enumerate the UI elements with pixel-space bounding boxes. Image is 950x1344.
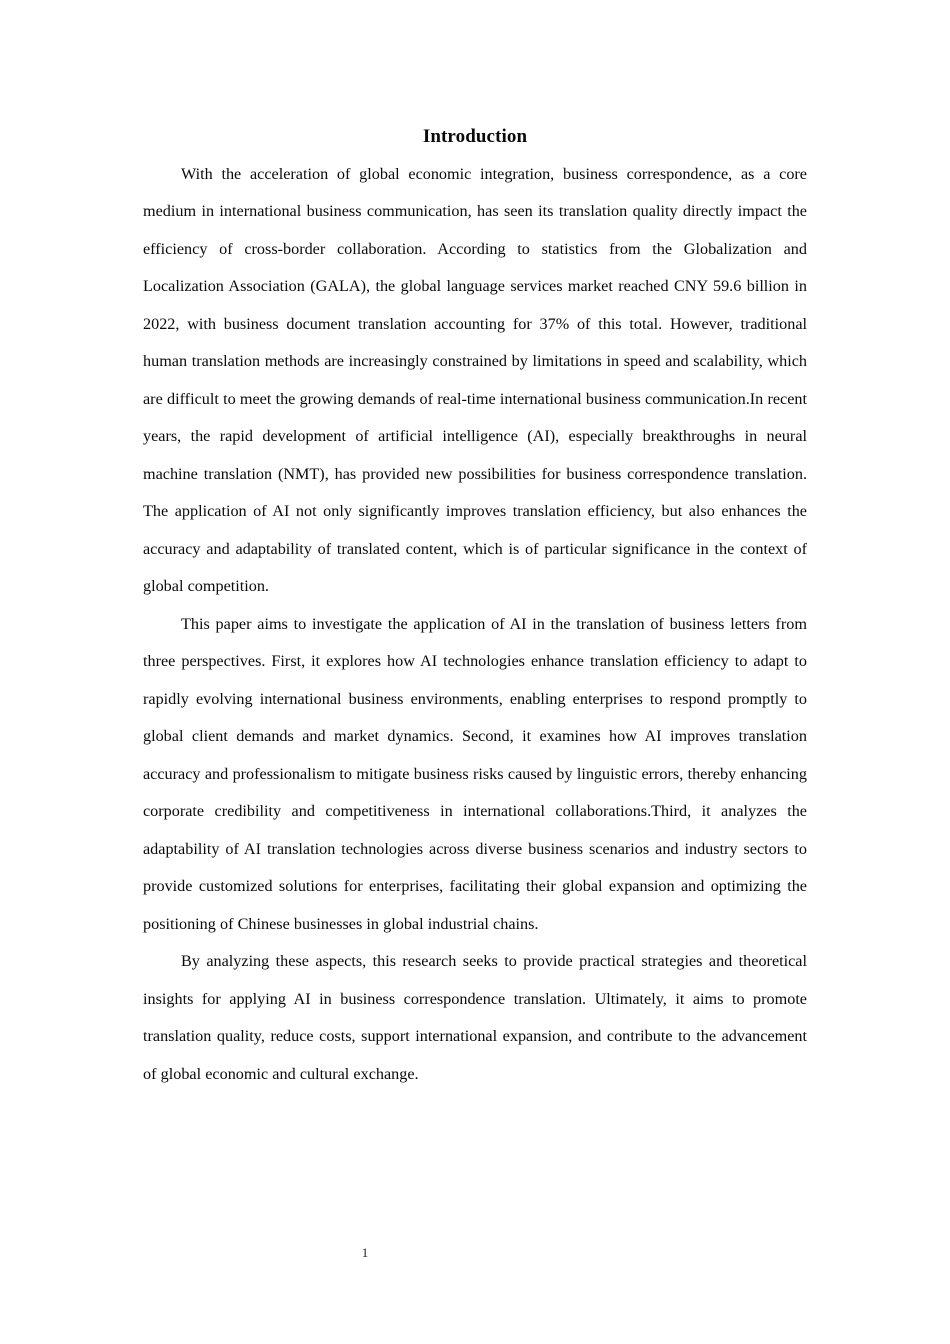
body-paragraph-1: With the acceleration of global economic integration, business correspondence, as a core medium in international business communication, has seen its translation quality directly impact the efficiency of cross-border collaboration. According to statistics from the Globalization and Localization Association (GALA), the global language services market reached CNY 59.6 billion in 2022, with business document translation accounting for 37% of this total. However, traditional human translation methods are increasingly constrained by limitations in speed and scalability, which are difficult to meet the growing demands of real-time international business communication.In recent years, the rapid development of artificial intelligence (AI), especially breakthroughs in neural machine translation (NMT), has provided new possibilities for business correspondence translation. The application of AI not only significantly improves translation efficiency, but also enhances the accuracy and adaptability of translated content, which is of particular significance in the context of global competition. [143, 164, 807, 595]
page-content [143, 118, 807, 1093]
body-paragraph-3: By analyzing these aspects, this research seeks to provide practical strategies and theoretical insights for applying AI in business correspondence translation. Ultimately, it aims to promote translation quality, reduce costs, support international expansion, and contribute to the advancement of global economic and cultural exchange. [143, 952, 807, 1083]
page-title: Introduction [422, 126, 528, 147]
body-paragraph-2: This paper aims to investigate the application of AI in the translation of business letters from three perspectives. First, it explores how AI technologies enhance translation efficiency to adapt to rapidly evolving international business environments, enabling enterprises to respond promptly to global client demands and market dynamics. Second, it examines how AI improves translation accuracy and professionalism to mitigate business risks caused by linguistic errors, thereby enhancing corporate credibility and competitiveness in international collaborations.Third, it analyzes the adaptability of AI translation technologies across diverse business scenarios and industry sectors to provide customized solutions for enterprises, facilitating their global expansion and optimizing the positioning of Chinese businesses in global industrial chains. [143, 614, 807, 933]
page-number-footer: 1 [361, 1245, 369, 1260]
